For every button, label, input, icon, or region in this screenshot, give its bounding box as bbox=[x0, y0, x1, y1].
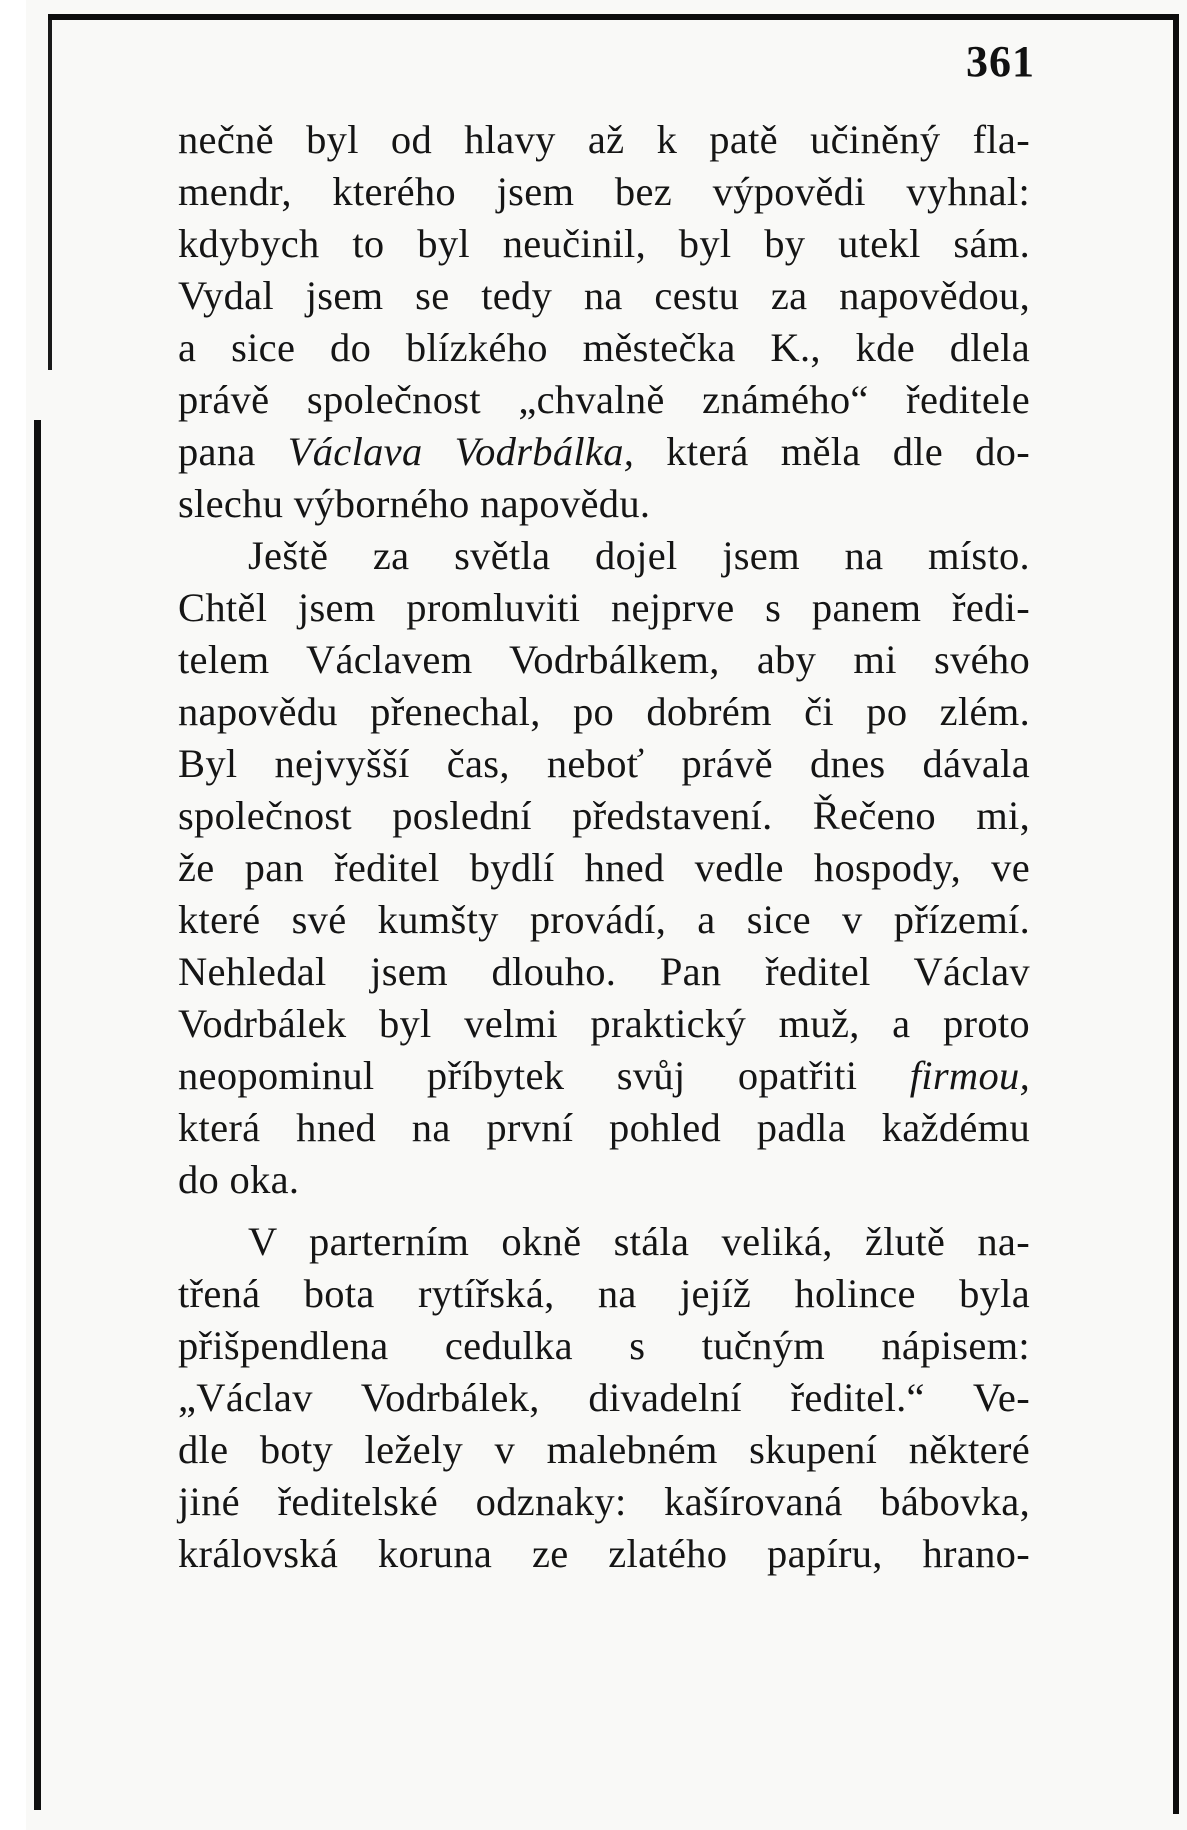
text-line bbox=[178, 1050, 1030, 1102]
text-line: právě společnost „chvalně známého“ ředitele bbox=[178, 377, 1030, 422]
text-line: královská koruna ze zlatého papíru, hrano- bbox=[178, 1531, 1030, 1576]
text-line bbox=[178, 426, 1030, 478]
paragraph bbox=[178, 1216, 1030, 1580]
text-line: Vydal jsem se tedy na cestu za napovědou, bbox=[178, 273, 1030, 318]
text-line: jiné ředitelské odznaky: kašírovaná bábovka, bbox=[178, 1479, 1030, 1524]
text-run: neopominul příbytek svůj opatřiti bbox=[178, 1053, 910, 1098]
text-line: které své kumšty provádí, a sice v přízemí. bbox=[178, 897, 1030, 942]
text-line: která hned na první pohled padla každému bbox=[178, 1105, 1030, 1150]
body-text bbox=[178, 114, 1030, 1580]
page-right-edge bbox=[1173, 14, 1179, 1814]
italic-word: firmou, bbox=[909, 1053, 1030, 1098]
page-number: 361 bbox=[966, 37, 1035, 86]
text-line: telem Václavem Vodrbálkem, aby mi svého bbox=[178, 637, 1030, 682]
text-line: napovědu přenechal, po dobrém či po zlém. bbox=[178, 689, 1030, 734]
italic-name: Václava Vodrbálka, bbox=[287, 429, 635, 474]
page-spine-shadow bbox=[34, 420, 41, 1810]
text-line: mendr, kterého jsem bez výpovědi vyhnal: bbox=[178, 169, 1030, 214]
text-line: přišpendlena cedulka s tučným nápisem: bbox=[178, 1323, 1030, 1368]
text-line: třená bota rytířská, na jejíž holince byla bbox=[178, 1271, 1030, 1316]
text-line: a sice do blízkého městečka K., kde dlela bbox=[178, 325, 1030, 370]
text-line: „Václav Vodrbálek, divadelní ředitel.“ Ve- bbox=[178, 1375, 1030, 1420]
text-line: V parterním okně stála veliká, žlutě na- bbox=[248, 1219, 1030, 1264]
paragraph bbox=[178, 530, 1030, 1206]
text-line: Vodrbálek byl velmi praktický muž, a proto bbox=[178, 1001, 1030, 1046]
paragraph-gap bbox=[178, 1206, 1030, 1216]
text-line: že pan ředitel bydlí hned vedle hospody, ve bbox=[178, 845, 1030, 890]
paragraph bbox=[178, 114, 1030, 530]
page-top-edge bbox=[48, 14, 1178, 20]
text-run: která měla dle do- bbox=[634, 429, 1031, 474]
text-line: Nehledal jsem dlouho. Pan ředitel Václav bbox=[178, 949, 1030, 994]
text-line: Byl nejvyšší čas, neboť právě dnes dávala bbox=[178, 741, 1030, 786]
text-line: Chtěl jsem promluviti nejprve s panem ředi- bbox=[178, 585, 1030, 630]
text-line: Ještě za světla dojel jsem na místo. bbox=[248, 533, 1030, 578]
text-line: do oka. bbox=[178, 1157, 300, 1202]
text-line: nečně byl od hlavy až k patě učiněný fla- bbox=[178, 117, 1030, 162]
page-left-margin bbox=[0, 0, 26, 1830]
text-line: kdybych to byl neučinil, byl by utekl sám. bbox=[178, 221, 1030, 266]
page-spine-edge bbox=[48, 20, 52, 370]
text-line: dle boty ležely v malebném skupení některé bbox=[178, 1427, 1030, 1472]
text-line: společnost poslední představení. Řečeno mi, bbox=[178, 793, 1030, 838]
text-run: pana bbox=[178, 429, 288, 474]
text-line: slechu výborného napovědu. bbox=[178, 481, 651, 526]
